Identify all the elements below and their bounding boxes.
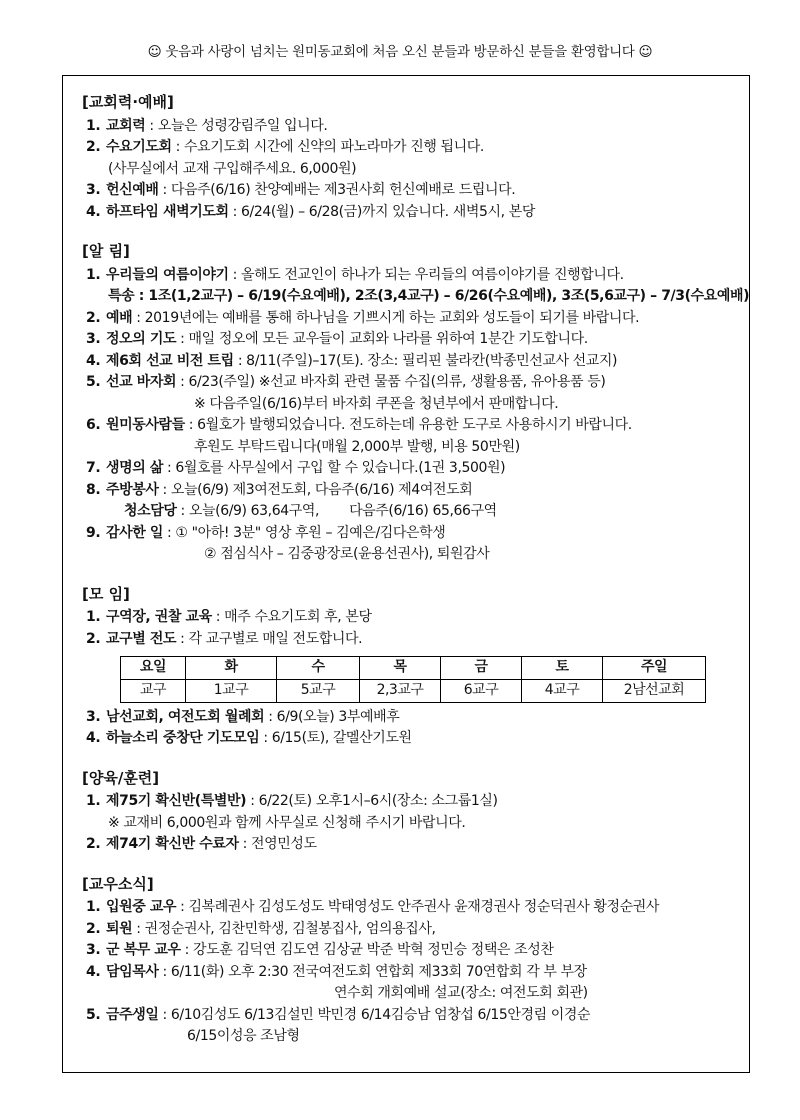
item-subheading: 청소담당 (124, 503, 177, 519)
item-text: : 6/15(토), 갈멜산기도원 (259, 730, 412, 746)
table-cell: 1교구 (186, 680, 277, 703)
item-text: : 6월호가 발행되었습니다. 전도하는데 유용한 도구로 사용하시기 바랍니다. (184, 417, 632, 433)
item-continuation: ※ 다음주일(6/16)부터 바자회 쿠폰을 청년부에서 판매합니다. (194, 395, 559, 412)
item-heading: 구역장, 권찰 교육 (106, 609, 212, 625)
item-number: 2. (86, 309, 101, 326)
item-heading: 정오의 기도 (106, 331, 177, 347)
item-text: : 매일 정오에 모든 교우들이 교회와 나라를 위하여 1분간 기도합니다. (176, 331, 588, 347)
item-continuation: 6/15이성응 조남형 (187, 1028, 300, 1044)
item-number: 1. (86, 117, 101, 134)
list-item (82, 351, 742, 373)
item-text: : 각 교구별로 매일 전도합니다. (176, 630, 363, 647)
table-cell: 교구 (121, 680, 186, 703)
item-number: 2. (86, 630, 101, 647)
table-row (121, 680, 706, 703)
list-item (82, 629, 742, 651)
list-item (82, 202, 742, 224)
list-item (82, 897, 742, 919)
table-header-cell: 주일 (603, 657, 706, 680)
table-cell: 5교구 (277, 680, 360, 703)
item-text: : 6/10김성도 6/13김설민 박민경 6/14김승남 엄창섭 6/15안경림 이경순 (158, 1006, 591, 1023)
item-text: : 8/11(주일)–17(토). 장소: 필리핀 불라칸(박종민선교사 선교지) (233, 352, 618, 369)
item-number: 5. (86, 1006, 101, 1023)
item-heading: 예배 (106, 309, 133, 326)
item-heading: 하프타임 새벽기도회 (106, 203, 229, 220)
list-item (82, 308, 742, 330)
item-number: 2. (86, 920, 101, 937)
table-header-row (121, 657, 706, 680)
item-continuation: 연수회 개회예배 설교(장소: 여전도회 회관) (334, 985, 588, 1001)
item-text: 다음주(6/16) 65,66구역 (349, 503, 497, 519)
list-item (82, 415, 742, 437)
list-item (82, 707, 742, 729)
item-continuation: ※ 교재비 6,000원과 함께 사무실로 신청해 주시기 바랍니다. (108, 814, 466, 831)
table-header-cell: 수 (277, 657, 360, 680)
item-number: 4. (86, 352, 101, 369)
item-heading: 원미동사람들 (106, 417, 185, 433)
table-header-cell: 화 (186, 657, 277, 680)
item-heading: 제6회 선교 비전 트립 (106, 352, 234, 369)
item-heading: 교회력 (106, 117, 146, 134)
item-continuation: 후원도 부탁드립니다(매월 2,000부 발행, 비용 50만원) (194, 438, 520, 455)
item-continuation (82, 501, 742, 523)
item-text: : 김복례권사 김성도성도 박태영성도 안주권사 윤재경권사 정순덕권사 황정순권사 (176, 899, 660, 915)
table-header-cell: 금 (441, 657, 522, 680)
item-heading: 입원중 교우 (106, 899, 177, 915)
item-continuation: (사무실에서 교재 구입해주세요. 6,000원) (108, 160, 357, 177)
item-heading: 우리들의 여름이야기 (106, 266, 229, 283)
table-cell: 4교구 (522, 680, 603, 703)
item-heading: 담임목사 (106, 963, 159, 980)
item-heading: 헌신예배 (106, 182, 159, 198)
welcome-banner: ☺ 웃음과 사랑이 넘치는 원미동교회에 처음 오신 분들과 방문하신 분들을 환영합니다 ☺ (147, 44, 653, 60)
item-text: : 6/24(월) – 6/28(금)까지 있습니다. 새벽5시, 본당 (228, 203, 536, 220)
item-heading: 감사한 일 (106, 524, 163, 541)
item-text: : 오늘(6/9) 63,64구역, (176, 503, 320, 519)
item-text: : 권정순권사, 김찬민학생, 김철봉집사, 엄의용집사, (132, 920, 436, 937)
list-item (82, 480, 742, 502)
item-heading: 군 복무 교우 (106, 942, 181, 958)
evangelism-schedule-table (120, 656, 706, 703)
list-item (82, 329, 742, 351)
item-number: 7. (86, 460, 101, 476)
item-text: : 매주 수요기도회 후, 본당 (211, 609, 372, 625)
item-number: 2. (86, 139, 101, 155)
item-text: : 6/9(오늘) 3부예배후 (264, 708, 400, 725)
item-number: 4. (86, 963, 101, 980)
list-item (82, 728, 742, 750)
item-number: 1. (86, 899, 101, 915)
item-heading: 제75기 확신반(특별반) (106, 793, 247, 809)
item-number: 3. (86, 942, 101, 958)
section-title-meetings: [모 임] (82, 584, 130, 603)
item-heading: 주방봉사 (106, 481, 159, 498)
section-title-notices: [알 림] (82, 242, 130, 260)
item-text: : 2019년에는 예배를 통해 하나님을 기쁘시게 하는 교회와 성도들이 되기를 바랍니다. (132, 309, 640, 326)
item-heading: 수요기도회 (106, 139, 172, 155)
list-item (82, 458, 742, 480)
item-number: 1. (86, 609, 101, 625)
item-text: : 6/11(화) 오후 2:30 전국여전도회 연합회 제33회 70연합회 각 부 부장 (158, 963, 587, 980)
item-number: 8. (86, 481, 101, 498)
item-text: : 다음주(6/16) 찬양예배는 제3권사회 헌신예배로 드립니다. (158, 182, 516, 198)
item-text: : 전영민성도 (238, 836, 317, 852)
list-item (82, 834, 742, 856)
section-title-members: [교우소식] (82, 874, 154, 893)
item-heading: 하늘소리 중창단 기도모임 (106, 730, 260, 746)
item-continuation: 특송 : 1조(1,2교구) – 6/19(수요예배), 2조(3,4교구) – 6/26(수요예배), 3조(5,6교구) – 7/3(수요예배) (108, 288, 750, 304)
item-number: 6. (86, 417, 101, 433)
list-item (82, 116, 742, 138)
item-text: : 6/23(주일) ※선교 바자회 관련 물품 수집(의류, 생활용품, 유아용품 등) (176, 374, 606, 390)
item-text: : 6/22(토) 오후1시–6시(장소: 소그룹1실) (246, 793, 498, 809)
list-item (82, 180, 742, 202)
item-heading: 교구별 전도 (106, 630, 177, 647)
item-continuation: ② 점심식사 – 김중광장로(윤용선권사), 퇴원감사 (204, 546, 490, 562)
list-item (82, 372, 742, 394)
list-item (82, 1005, 742, 1027)
item-number: 5. (86, 374, 101, 390)
item-number: 4. (86, 203, 101, 220)
item-text: : 오늘(6/9) 제3여전도회, 다음주(6/16) 제4여전도회 (158, 481, 473, 498)
table-header-cell: 토 (522, 657, 603, 680)
section-title-worship: [교회력·예배] (82, 93, 174, 111)
item-number: 3. (86, 708, 101, 725)
section-title-training: [양육/훈련] (82, 768, 160, 787)
item-heading: 생명의 삶 (106, 460, 163, 476)
item-text: : 6월호를 사무실에서 구입 할 수 있습니다.(1권 3,500원) (162, 460, 506, 476)
item-heading: 제74기 확신반 수료자 (106, 836, 239, 852)
table-cell: 6교구 (441, 680, 522, 703)
item-number: 4. (86, 730, 101, 746)
item-heading: 금주생일 (106, 1006, 159, 1023)
list-item (82, 265, 742, 287)
list-item (82, 962, 742, 984)
item-number: 1. (86, 266, 101, 283)
item-number: 9. (86, 524, 101, 541)
item-text: : 강도훈 김덕연 김도연 김상균 박준 박혁 정민승 정택은 조성찬 (180, 942, 554, 958)
item-heading: 남선교회, 여전도회 월례회 (106, 708, 265, 725)
list-item (82, 137, 742, 159)
table-cell: 2남선교회 (603, 680, 706, 703)
bulletin-content (82, 92, 750, 1048)
item-heading: 선교 바자회 (106, 374, 177, 390)
table-header-cell: 요일 (121, 657, 186, 680)
item-number: 3. (86, 331, 101, 347)
list-item (82, 607, 742, 629)
item-text: : ① "아하! 3분" 영상 후원 – 김예은/김다은학생 (162, 524, 446, 541)
list-item (82, 940, 742, 962)
list-item (82, 919, 742, 941)
list-item (82, 791, 742, 813)
item-text: : 오늘은 성령강림주일 입니다. (145, 117, 328, 134)
item-text: : 수요기도회 시간에 신약의 파노라마가 진행 됩니다. (171, 139, 484, 155)
table-cell: 2,3교구 (360, 680, 441, 703)
item-number: 3. (86, 182, 101, 198)
table-header-cell: 목 (360, 657, 441, 680)
item-heading: 퇴원 (106, 920, 133, 937)
item-text: : 올해도 전교인이 하나가 되는 우리들의 여름이야기를 진행합니다. (228, 266, 624, 283)
list-item (82, 523, 742, 545)
item-number: 2. (86, 836, 101, 852)
item-number: 1. (86, 793, 101, 809)
